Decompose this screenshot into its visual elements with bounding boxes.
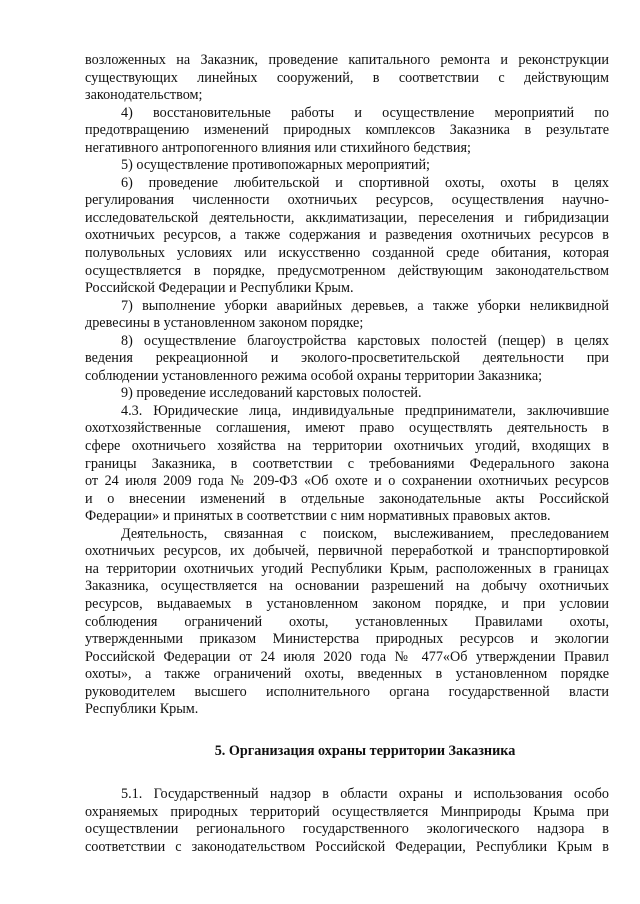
text-line: сфере охотничьего хозяйства на территории охотничьих угодий, входящих в [85,438,609,455]
text-line: Федерации» и принятых в соответствии с ним нормативных правовых актов. [85,508,551,525]
text-line: 8) осуществление благоустройства карстовых полостей (пещер) в целях [121,332,609,349]
paragraph-continuation [85,52,609,105]
text-line: законодательством; [85,87,203,104]
text-line: утвержденными приказом Министерства природных ресурсов и экологии [85,631,609,648]
text-line: руководителем высшего исполнительного органа государственной власти [85,683,609,700]
hunting-activity-paragraph [85,526,609,719]
text-line: Российской Федерации и Республики Крым. [85,280,354,297]
text-line: Российской Федерации от 24 июля 2020 года № 477«Об утверждении Правил [85,648,609,665]
text-line: охотничьих ресурсов, а также содержания и разведения охотничьих ресурсов в [85,227,609,244]
section-heading: 5. Организация охраны территории Заказника [214,742,516,759]
text-line: предотвращению изменений природных комплексов Заказника в результате [85,122,609,139]
text-line: негативного антропогенного влияния или стихийного бедствия; [85,139,471,156]
text-line: осуществлении регионального государственного экологического надзора в [85,821,609,838]
text-line: и о внесении изменений в отдельные законодательные акты Российской [85,490,609,507]
text-line: соответствии с законодательством Российской Федерации, Республики Крым в [85,838,609,855]
text-line: охраняемых природных территорий осуществляется Минприроды Крыма при [85,803,609,820]
list-item-8 [85,333,609,386]
text-line: 4.3. Юридические лица, индивидуальные предприниматели, заключившие [121,402,609,419]
document-page [85,52,609,857]
text-line: осуществляется в порядке, предусмотренном действующим законодательством [85,262,609,279]
text-line: полувольных условиях или искусственно созданной среде обитания, которая [85,245,609,262]
text-line: 7) выполнение уборки аварийных деревьев, а также уборки неликвидной [121,297,609,314]
text-line: существующих линейных сооружений, в соответствии с действующим [85,69,609,86]
text-line: Республики Крым. [85,701,199,718]
text-line: древесины в установленном законом порядке; [85,315,364,332]
text-line: ресурсов, выдаваемых в установленном законом порядке, и при условии [85,595,609,612]
list-item-6 [85,175,609,298]
text-line: границы Заказника, в соответствии с требованиями Федерального закона [85,455,609,472]
text-line: 5) осуществление противопожарных мероприятий; [121,157,430,174]
text-line: исследовательской деятельности, акклиматизации, переселения и гибридизации [85,209,609,226]
text-line: охотничьих ресурсов, их добычей, первичной переработкой и транспортировкой [85,543,609,560]
text-line: ведения рекреационной и эколого-просветительской деятельности при [85,350,609,367]
text-line: охотхозяйственные соглашения, имеют право осуществлять деятельность в [85,420,609,437]
text-line: 9) проведение исследований карстовых полостей. [121,385,422,402]
text-line: регулирования численности охотничьих ресурсов, осуществления научно- [85,192,609,209]
clause-4-3 [85,403,609,526]
text-line: на территории охотничьих угодий Республики Крым, расположенных в границах [85,560,609,577]
text-line: соблюдения ограничений охоты, установленных Правилами охоты, [85,613,609,630]
clause-5-1 [85,786,609,856]
text-line: от 24 июля 2009 года № 209-ФЗ «Об охоте и о сохранении охотничьих ресурсов [85,473,609,490]
list-item-4 [85,105,609,158]
text-line: 5.1. Государственный надзор в области охраны и использования особо [121,786,609,803]
text-line: возложенных на Заказник, проведение капитального ремонта и реконструкции [85,52,609,68]
text-line: 6) проведение любительской и спортивной охоты, охоты в целях [121,174,609,191]
text-line: 4) восстановительные работы и осуществление мероприятий по [121,104,609,121]
list-item-5 [85,157,609,175]
text-line: охоты», а также ограничений охоты, введенных в установленном порядке [85,666,609,683]
text-line: Деятельность, связанная с поиском, выслеживанием, преследованием [121,525,609,542]
list-item-9 [85,385,609,403]
text-line: соблюдении установленного режима особой охраны территории Заказника; [85,367,543,384]
list-item-7 [85,298,609,333]
text-line: Заказника, осуществляется на основании разрешений на добычу охотничьих [85,578,609,595]
